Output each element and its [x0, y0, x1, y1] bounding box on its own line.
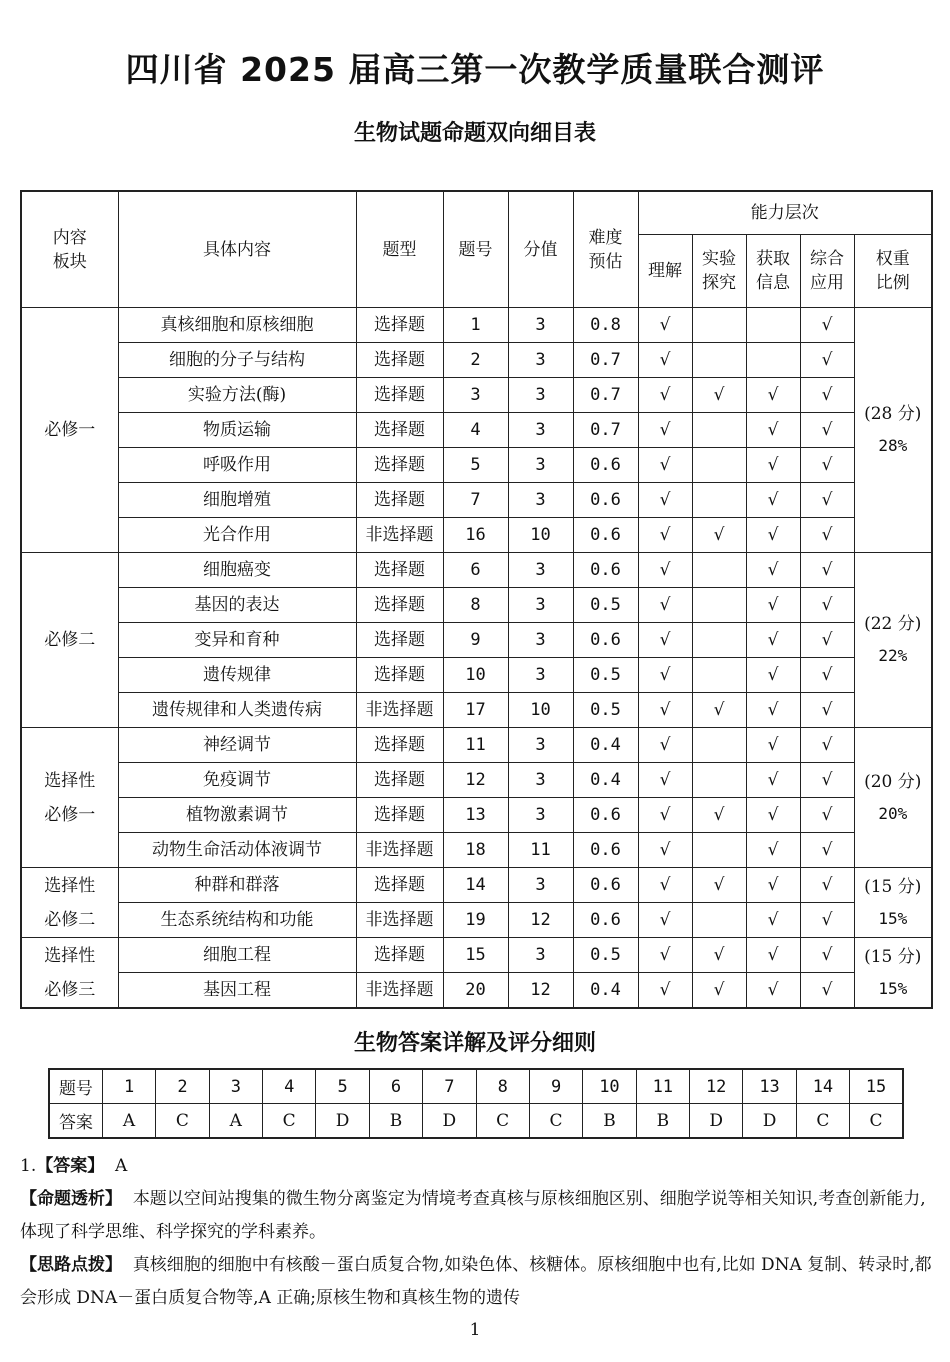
type-cell: 非选择题: [356, 518, 443, 553]
table-row: [21, 693, 932, 728]
table-row: [21, 518, 932, 553]
answer-value-cell: B: [636, 1104, 689, 1139]
answer-value-cell: C: [263, 1104, 316, 1139]
content-cell: 神经调节: [118, 728, 356, 763]
content-cell: 细胞工程: [118, 938, 356, 973]
ability-check-cell: √: [746, 833, 800, 868]
answer-number-cell: 4: [263, 1069, 316, 1104]
ability-check-cell: √: [800, 903, 854, 938]
weight-cell: [854, 728, 932, 868]
table-row: [21, 798, 932, 833]
ability-check-cell: √: [638, 798, 692, 833]
answer-number-cell: 12: [690, 1069, 743, 1104]
ability-check-cell: [692, 728, 746, 763]
ability-check-cell: √: [638, 763, 692, 798]
ability-check-cell: [692, 413, 746, 448]
answers-section-title: 生物答案详解及评分细则: [353, 1031, 596, 1056]
answer-number-cell: 15: [850, 1069, 903, 1104]
answer-tag: 【答案】: [36, 1156, 105, 1176]
type-cell: 选择题: [356, 868, 443, 903]
type-cell: 非选择题: [356, 903, 443, 938]
header-ability-experiment-label: 实验探究: [702, 249, 736, 293]
type-cell: 选择题: [356, 728, 443, 763]
ability-check-cell: √: [746, 413, 800, 448]
ability-check-cell: √: [746, 973, 800, 1009]
ability-check-cell: √: [692, 518, 746, 553]
difficulty-cell: 0.6: [573, 798, 638, 833]
content-cell: 变异和育种: [118, 623, 356, 658]
answer-number-cell: 6: [369, 1069, 422, 1104]
block-cell: [21, 728, 118, 868]
ability-check-cell: √: [800, 518, 854, 553]
number-cell: 14: [443, 868, 508, 903]
score-cell: 3: [508, 413, 573, 448]
answer-number-row: [49, 1069, 903, 1104]
table-row: [21, 588, 932, 623]
number-cell: 16: [443, 518, 508, 553]
ability-check-cell: [746, 343, 800, 378]
answer-value-cell: D: [743, 1104, 796, 1139]
ability-check-cell: √: [800, 973, 854, 1009]
number-cell: 13: [443, 798, 508, 833]
difficulty-cell: 0.6: [573, 518, 638, 553]
block-cell: [21, 938, 118, 1009]
difficulty-cell: 0.6: [573, 623, 638, 658]
ability-check-cell: [692, 343, 746, 378]
score-cell: 3: [508, 798, 573, 833]
q1-answer-line: [20, 1150, 932, 1183]
type-cell: 非选择题: [356, 973, 443, 1009]
content-cell: 呼吸作用: [118, 448, 356, 483]
block-label: 必修二: [44, 630, 96, 650]
answer-value-cell: C: [156, 1104, 209, 1139]
score-cell: 3: [508, 308, 573, 343]
answer-value-cell: D: [316, 1104, 369, 1139]
intent-text: 本题以空间站搜集的微生物分离鉴定为情境考查真核与原核细胞区别、细胞学说等相关知识,考查创新能力,体现了科学思维、科学探究的学科素养。: [20, 1189, 926, 1242]
score-cell: 11: [508, 833, 573, 868]
difficulty-cell: 0.6: [573, 483, 638, 518]
number-cell: 3: [443, 378, 508, 413]
table-row: [21, 938, 932, 973]
weight-score: (20 分): [864, 771, 922, 792]
ability-check-cell: √: [800, 308, 854, 343]
number-cell: 7: [443, 483, 508, 518]
score-cell: 3: [508, 728, 573, 763]
difficulty-cell: 0.7: [573, 413, 638, 448]
ability-check-cell: √: [638, 378, 692, 413]
difficulty-cell: 0.4: [573, 763, 638, 798]
answer-number-cell: 1: [102, 1069, 155, 1104]
number-cell: 2: [443, 343, 508, 378]
weight-percent: 15%: [878, 978, 908, 998]
number-cell: 9: [443, 623, 508, 658]
header-ability-apply: [800, 235, 854, 308]
answer-number-cell: 3: [209, 1069, 262, 1104]
number-cell: 10: [443, 658, 508, 693]
weight-cell: [854, 868, 932, 938]
ability-check-cell: √: [800, 413, 854, 448]
number-cell: 1: [443, 308, 508, 343]
ability-check-cell: √: [638, 658, 692, 693]
ability-check-cell: √: [800, 588, 854, 623]
header-score: 分值: [508, 191, 573, 308]
header-ability-apply-label: 综合应用: [810, 249, 844, 293]
page-number: 1: [469, 1320, 481, 1340]
score-cell: 12: [508, 903, 573, 938]
ability-check-cell: √: [638, 728, 692, 763]
ability-check-cell: [692, 448, 746, 483]
type-cell: 选择题: [356, 343, 443, 378]
content-cell: 细胞癌变: [118, 553, 356, 588]
ability-check-cell: √: [800, 728, 854, 763]
score-cell: 12: [508, 973, 573, 1009]
score-cell: 3: [508, 553, 573, 588]
answer-number-cell: 10: [583, 1069, 636, 1104]
ability-check-cell: √: [638, 623, 692, 658]
ability-check-cell: √: [638, 308, 692, 343]
ability-check-cell: √: [692, 693, 746, 728]
ability-check-cell: √: [746, 868, 800, 903]
weight-score: (22 分): [864, 614, 922, 634]
header-content: 具体内容: [118, 191, 356, 308]
score-cell: 3: [508, 483, 573, 518]
answer-number-cell: 11: [636, 1069, 689, 1104]
ability-check-cell: √: [638, 553, 692, 588]
ability-check-cell: [692, 623, 746, 658]
ability-check-cell: √: [638, 973, 692, 1009]
ability-check-cell: √: [692, 378, 746, 413]
difficulty-cell: 0.8: [573, 308, 638, 343]
content-cell: 动物生命活动体液调节: [118, 833, 356, 868]
difficulty-cell: 0.4: [573, 973, 638, 1009]
header-ability-info-label: 获取信息: [756, 249, 790, 293]
header-type: 题型: [356, 191, 443, 308]
answer-value-cell: A: [102, 1104, 155, 1139]
ability-check-cell: √: [638, 518, 692, 553]
answer-number-cell: 7: [423, 1069, 476, 1104]
score-cell: 3: [508, 588, 573, 623]
weight-cell: [854, 553, 932, 728]
ability-check-cell: √: [800, 343, 854, 378]
type-cell: 选择题: [356, 553, 443, 588]
content-cell: 细胞的分子与结构: [118, 343, 356, 378]
answer-value-cell: B: [369, 1104, 422, 1139]
table-row: [21, 413, 932, 448]
ability-check-cell: [692, 658, 746, 693]
ability-check-cell: √: [746, 763, 800, 798]
weight-percent: 15%: [878, 908, 908, 928]
header-weight-label: 权重比例: [875, 249, 910, 293]
ability-check-cell: √: [638, 413, 692, 448]
difficulty-cell: 0.7: [573, 343, 638, 378]
header-block-label: 内容板块: [52, 227, 87, 272]
answer-row-label: 题号: [49, 1069, 102, 1104]
content-cell: 种群和群落: [118, 868, 356, 903]
content-cell: 遗传规律: [118, 658, 356, 693]
ability-check-cell: √: [746, 798, 800, 833]
weight-score: (15 分): [864, 876, 922, 897]
ability-check-cell: [692, 483, 746, 518]
answer-value-cell: C: [796, 1104, 849, 1139]
header-ability-info: [746, 235, 800, 308]
ability-check-cell: √: [692, 973, 746, 1009]
answer-value-cell: D: [423, 1104, 476, 1139]
ability-check-cell: √: [638, 483, 692, 518]
ability-check-cell: √: [800, 868, 854, 903]
difficulty-cell: 0.6: [573, 553, 638, 588]
number-cell: 15: [443, 938, 508, 973]
difficulty-cell: 0.6: [573, 868, 638, 903]
score-cell: 3: [508, 763, 573, 798]
number-cell: 6: [443, 553, 508, 588]
content-cell: 基因的表达: [118, 588, 356, 623]
intent-tag: 【命题透析】: [20, 1189, 122, 1209]
number-cell: 17: [443, 693, 508, 728]
ability-check-cell: [692, 833, 746, 868]
table-row: [21, 833, 932, 868]
weight-percent: 20%: [878, 803, 908, 823]
ability-check-cell: √: [800, 693, 854, 728]
content-cell: 细胞增殖: [118, 483, 356, 518]
number-cell: 5: [443, 448, 508, 483]
ability-check-cell: √: [746, 378, 800, 413]
weight-cell: [854, 308, 932, 553]
content-cell: 真核细胞和原核细胞: [118, 308, 356, 343]
ability-check-cell: √: [638, 448, 692, 483]
block-cell: [21, 308, 118, 553]
content-cell: 植物激素调节: [118, 798, 356, 833]
table-row: [21, 903, 932, 938]
ability-check-cell: √: [800, 623, 854, 658]
ability-check-cell: √: [800, 763, 854, 798]
idea-paragraph: [20, 1249, 932, 1315]
table-row: [21, 448, 932, 483]
table-row: [21, 553, 932, 588]
type-cell: 选择题: [356, 938, 443, 973]
table-row: [21, 378, 932, 413]
content-cell: 物质运输: [118, 413, 356, 448]
ability-check-cell: [692, 553, 746, 588]
ability-check-cell: √: [800, 798, 854, 833]
type-cell: 选择题: [356, 308, 443, 343]
header-num: 题号: [443, 191, 508, 308]
number-cell: 20: [443, 973, 508, 1009]
difficulty-cell: 0.5: [573, 658, 638, 693]
idea-text: 真核细胞的细胞中有核酸－蛋白质复合物,如染色体、核糖体。原核细胞中也有,比如 DNA 复制、转录时,都会形成 DNA－蛋白质复合物等,A 正确;原核生物和真核生物的遗传: [20, 1255, 932, 1308]
table-row: [21, 623, 932, 658]
table-title: 生物试题命题双向细目表: [353, 121, 596, 146]
content-cell: 遗传规律和人类遗传病: [118, 693, 356, 728]
block-label: 选择性必修二: [44, 875, 96, 930]
content-cell: 实验方法(酶): [118, 378, 356, 413]
header-ability-understand: 理解: [638, 235, 692, 308]
ability-check-cell: √: [746, 728, 800, 763]
score-cell: 3: [508, 658, 573, 693]
type-cell: 非选择题: [356, 833, 443, 868]
number-cell: 8: [443, 588, 508, 623]
content-cell: 免疫调节: [118, 763, 356, 798]
answer-key-table: [48, 1068, 904, 1139]
score-cell: 3: [508, 378, 573, 413]
type-cell: 选择题: [356, 413, 443, 448]
type-cell: 选择题: [356, 378, 443, 413]
difficulty-cell: 0.6: [573, 833, 638, 868]
answer-value-cell: B: [583, 1104, 636, 1139]
table-row: [21, 658, 932, 693]
table-row: [21, 973, 932, 1009]
intent-paragraph: [20, 1183, 932, 1249]
difficulty-cell: 0.5: [573, 938, 638, 973]
score-cell: 3: [508, 623, 573, 658]
ability-check-cell: √: [800, 553, 854, 588]
ability-check-cell: √: [638, 343, 692, 378]
header-block: [21, 191, 118, 308]
header-ability: 能力层次: [638, 191, 932, 235]
type-cell: 选择题: [356, 623, 443, 658]
difficulty-cell: 0.7: [573, 378, 638, 413]
ability-check-cell: √: [692, 938, 746, 973]
difficulty-cell: 0.6: [573, 448, 638, 483]
type-cell: 选择题: [356, 448, 443, 483]
type-cell: 选择题: [356, 658, 443, 693]
header-diff: [573, 191, 638, 308]
type-cell: 选择题: [356, 763, 443, 798]
number-cell: 11: [443, 728, 508, 763]
content-cell: 生态系统结构和功能: [118, 903, 356, 938]
ability-check-cell: √: [800, 658, 854, 693]
answer-value-cell: C: [476, 1104, 529, 1139]
ability-check-cell: [692, 308, 746, 343]
document-title: 四川省 2025 届高三第一次教学质量联合测评: [125, 50, 825, 89]
table-row: [21, 483, 932, 518]
ability-check-cell: √: [638, 938, 692, 973]
ability-check-cell: √: [746, 518, 800, 553]
ability-check-cell: √: [746, 658, 800, 693]
ability-check-cell: [692, 588, 746, 623]
number-cell: 18: [443, 833, 508, 868]
table-row: [21, 343, 932, 378]
ability-check-cell: √: [692, 868, 746, 903]
answer-value-cell: D: [690, 1104, 743, 1139]
ability-check-cell: [746, 308, 800, 343]
difficulty-cell: 0.5: [573, 693, 638, 728]
ability-check-cell: √: [638, 833, 692, 868]
answer-row-label: 答案: [49, 1104, 102, 1139]
answer-value-cell: C: [529, 1104, 582, 1139]
answer-number-cell: 5: [316, 1069, 369, 1104]
block-label: 必修一: [44, 420, 96, 440]
content-cell: 基因工程: [118, 973, 356, 1009]
specification-table: [20, 190, 933, 1009]
table-row: [21, 763, 932, 798]
ability-check-cell: √: [800, 833, 854, 868]
answer-number-cell: 2: [156, 1069, 209, 1104]
type-cell: 选择题: [356, 798, 443, 833]
ability-check-cell: √: [746, 448, 800, 483]
answer-number-cell: 9: [529, 1069, 582, 1104]
ability-check-cell: √: [800, 483, 854, 518]
score-cell: 10: [508, 518, 573, 553]
ability-check-cell: √: [638, 693, 692, 728]
ability-check-cell: √: [638, 903, 692, 938]
header-weight: [854, 235, 932, 308]
ability-check-cell: √: [800, 378, 854, 413]
block-cell: [21, 868, 118, 938]
ability-check-cell: √: [746, 588, 800, 623]
ability-check-cell: √: [746, 623, 800, 658]
answer-value-row: [49, 1104, 903, 1139]
ability-check-cell: √: [746, 938, 800, 973]
answer-value-cell: C: [850, 1104, 903, 1139]
block-label: 选择性必修一: [44, 770, 96, 825]
number-cell: 19: [443, 903, 508, 938]
type-cell: 选择题: [356, 483, 443, 518]
weight-score: (28 分): [864, 404, 922, 424]
ability-check-cell: √: [800, 448, 854, 483]
score-cell: 3: [508, 448, 573, 483]
ability-check-cell: [692, 763, 746, 798]
weight-percent: 28%: [878, 436, 908, 455]
block-cell: [21, 553, 118, 728]
difficulty-cell: 0.6: [573, 903, 638, 938]
q1-number: 1.: [20, 1156, 37, 1176]
weight-cell: [854, 938, 932, 1009]
ability-check-cell: √: [746, 903, 800, 938]
content-cell: 光合作用: [118, 518, 356, 553]
number-cell: 12: [443, 763, 508, 798]
type-cell: 选择题: [356, 588, 443, 623]
ability-check-cell: √: [800, 938, 854, 973]
block-label: 选择性必修三: [44, 945, 96, 1000]
header-ability-experiment: [692, 235, 746, 308]
idea-tag: 【思路点拨】: [20, 1255, 122, 1275]
score-cell: 3: [508, 938, 573, 973]
answer-value: A: [115, 1156, 128, 1176]
type-cell: 非选择题: [356, 693, 443, 728]
table-row: [21, 308, 932, 343]
number-cell: 4: [443, 413, 508, 448]
ability-check-cell: √: [746, 483, 800, 518]
difficulty-cell: 0.5: [573, 588, 638, 623]
answer-value-cell: A: [209, 1104, 262, 1139]
score-cell: 10: [508, 693, 573, 728]
header-diff-label: 难度预估: [588, 227, 623, 272]
score-cell: 3: [508, 868, 573, 903]
ability-check-cell: [692, 903, 746, 938]
table-row: [21, 868, 932, 903]
ability-check-cell: √: [746, 553, 800, 588]
answer-number-cell: 8: [476, 1069, 529, 1104]
table-row: [21, 728, 932, 763]
weight-score: (15 分): [864, 946, 922, 967]
answer-number-cell: 13: [743, 1069, 796, 1104]
ability-check-cell: √: [692, 798, 746, 833]
ability-check-cell: √: [746, 693, 800, 728]
weight-percent: 22%: [878, 646, 908, 665]
ability-check-cell: √: [638, 868, 692, 903]
score-cell: 3: [508, 343, 573, 378]
difficulty-cell: 0.4: [573, 728, 638, 763]
ability-check-cell: √: [638, 588, 692, 623]
answer-number-cell: 14: [796, 1069, 849, 1104]
